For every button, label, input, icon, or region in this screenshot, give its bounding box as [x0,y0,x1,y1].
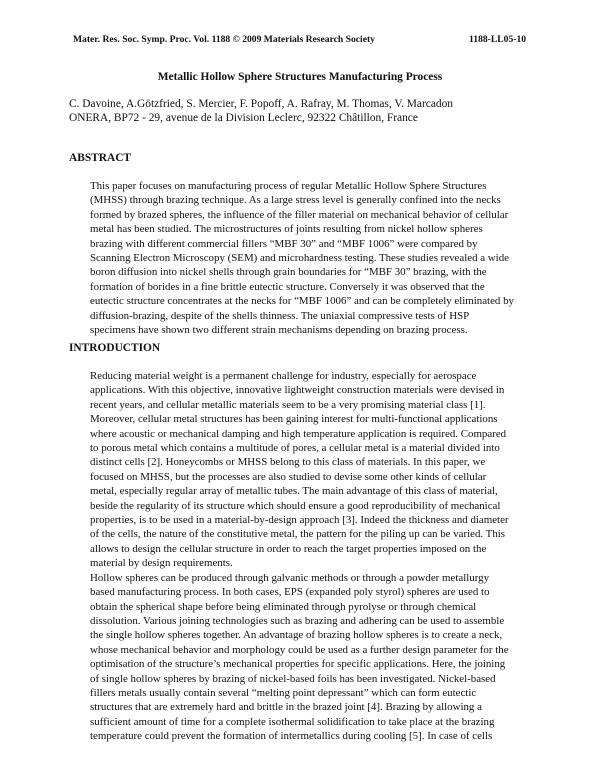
text-line: boron diffusion into nickel shells through grain boundaries for “MBF 30” brazing, with the [90,266,487,279]
text-line: recent years, and cellular metallic materials seem to be a very promising material class [1]. [90,398,486,411]
affiliation: ONERA, BP72 - 29, avenue de la Division Leclerc, 92322 Châtillon, France [69,112,418,125]
author-list: C. Davoine, A.Götzfried, S. Mercier, F. Popoff, A. Rafray, M. Thomas, V. Marcadon [69,98,453,110]
text-line: metal has been studied. The microstructures of joints resulting from nickel hollow spheres [90,223,483,236]
text-line: where acoustic or mechanical damping and high temperature application is required. Compared [90,427,507,440]
text-line: diffusion-brazing, despite of the shells thinness. The uniaxial compressive tests of HSP [90,309,470,322]
text-line: formed by brazed spheres, the influence of the filler material on mechanical behavior of cellular [90,208,509,221]
text-line: whose mechanical behavior and morphology could be used as a further design parameter for the [90,643,509,656]
text-line: brazing with different commercial fillers “MBF 30” and “MBF 1006” were compared by [90,237,478,250]
introduction-heading: INTRODUCTION [69,342,161,354]
introduction-body [69,369,533,744]
text-line: (MHSS) through brazing technique. As a large stress level is generally confined into the necks [90,194,501,207]
abstract-body [69,179,533,337]
abstract-heading: ABSTRACT [69,152,132,164]
running-header-citation: Mater. Res. Soc. Symp. Proc. Vol. 1188 © 2009 Materials Research Society [73,34,375,45]
text-line: metal, especially regular array of metallic tubes. The main advantage of this class of material, [90,485,498,498]
text-line: based manufacturing process. In both cases, EPS (expanded poly styrol) spheres are used to [90,586,490,599]
text-line: temperature could prevent the formation of intermetallics during cooling [5]. In case of cells [90,730,493,743]
text-line: eutectic structure concentrates at the necks for “MBF 1006” and can be completely eliminated by [90,295,514,308]
text-line: Scanning Electron Microscopy (SEM) and microhardness testing. These studies revealed a wide [90,252,509,265]
paragraph [69,571,533,744]
text-line: optimisation of the structure’s mechanical properties for specific applications. Here, the joining [90,658,506,671]
text-line: beside the regularity of its structure which should ensure a good reproducibility of mechanical [90,499,501,512]
paper-title: Metallic Hollow Sphere Structures Manufacturing Process [157,71,443,83]
text-line: distinct cells [2]. Honeycombs or MHSS belong to this class of materials. In this paper, we [90,456,486,469]
text-line: dissolution. Various joining technologies such as brazing and adhering can be used to assemble [90,614,505,627]
text-line: material by design requirements. [90,557,233,570]
text-line: Reducing material weight is a permanent challenge for industry, especially for aerospace [90,370,477,382]
text-line: structures that are extremely hard and brittle in the brazed joint [4]. Brazing by allowing a [90,701,482,714]
text-line: Moreover, cellular metal structures has been gaining interest for multi-functional applications [90,413,498,426]
text-line: of single hollow spheres by brazing of nickel-based foils has been investigated. Nickel-based [90,672,496,685]
text-line: to porous metal which contains a multitude of pores, a cellular metal is a material divided into [90,442,500,455]
text-line: sufficient amount of time for a complete isothermal solidification to take place at the brazing [90,715,495,728]
paragraph [69,369,533,571]
author-block [69,97,453,126]
text-line: the single hollow spheres together. An advantage of brazing hollow spheres is to create a neck, [90,629,503,642]
text-line: formation of borides in a fine brittle eutectic structure. Conversely it was observed that the [90,280,485,293]
text-line: allows to design the cellular structure in order to reach the target properties imposed on the [90,542,487,555]
text-line: applications. With this objective, innovative lightweight construction materials were devised in [90,384,505,397]
text-line: specimens have shown two different strain mechanisms depending on brazing process. [90,324,468,337]
text-line: properties, is to be used in a material-by-design approach [3]. Indeed the thickness and diameter [90,514,509,527]
text-line: of the cells, the nature of the constitutive metal, the pattern for the piling up can be varied. This [90,528,506,541]
text-line: obtain the spherical shape before being eliminated through pyrolyse or through chemical [90,600,477,613]
text-line: This paper focuses on manufacturing process of regular Metallic Hollow Sphere Structures [90,180,487,192]
text-line: focused on MHSS, but the processes are also studied to devise some other kinds of cellular [90,470,487,483]
running-header-paper-id: 1188-LL05-10 [469,34,527,45]
text-line: Hollow spheres can be produced through galvanic methods or through a powder metallurgy [90,571,490,584]
paragraph [69,179,533,337]
text-line: fillers metals usually contain several “melting point depressant” which can form eutectic [90,686,477,699]
